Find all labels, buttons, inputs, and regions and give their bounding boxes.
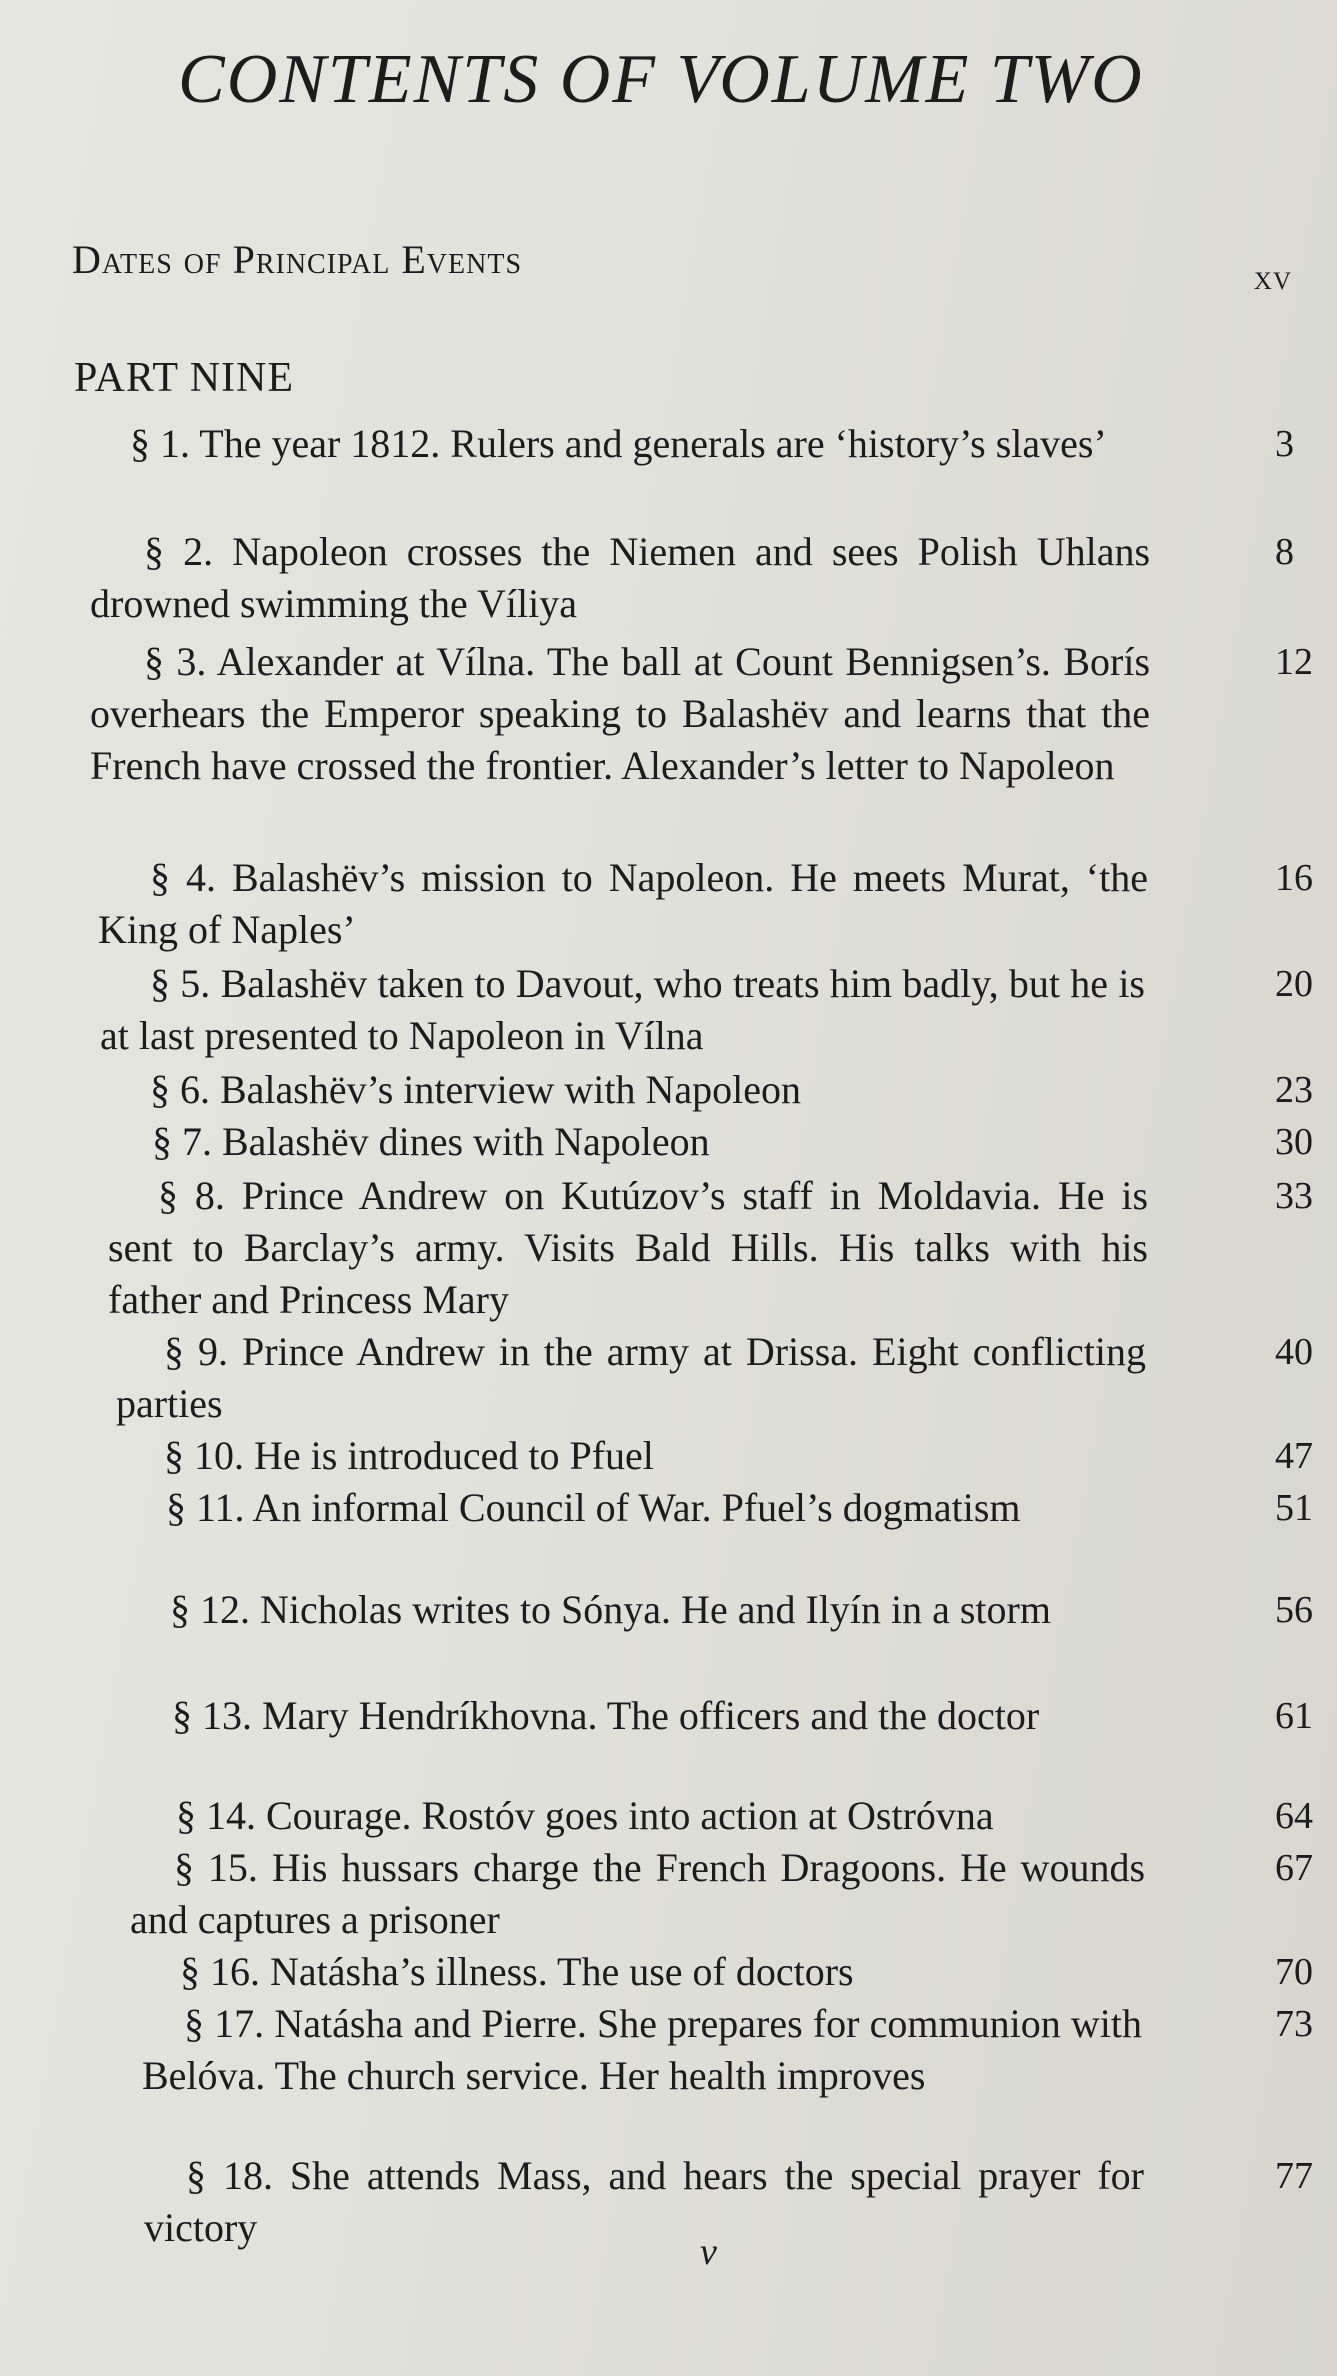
- page-number: 51: [1275, 1487, 1313, 1529]
- section-mark: § 1.: [130, 421, 190, 466]
- contents-entry: [164, 1430, 1313, 1482]
- contents-entry: [144, 2150, 1313, 2254]
- section-text: Courage. Rostóv goes into action at Ostróvna: [266, 1793, 994, 1838]
- part-heading: PART NINE: [74, 355, 295, 401]
- section-mark: § 4.: [150, 855, 216, 900]
- section-mark: § 11.: [166, 1485, 245, 1530]
- section-mark: § 7.: [152, 1119, 212, 1164]
- section-mark: § 17.: [184, 2001, 265, 2046]
- contents-entry: [142, 1998, 1313, 2102]
- page-number: 56: [1275, 1589, 1313, 1631]
- section-text: She attends Mass, and hears the special prayer for victory: [144, 2153, 1144, 2250]
- section-text: Mary Hendríkhovna. The officers and the doctor: [262, 1693, 1040, 1738]
- page-number: 77: [1275, 2155, 1313, 2197]
- contents-entry: [124, 1584, 1313, 1636]
- contents-entry: [180, 1946, 1313, 1998]
- section-text: Napoleon crosses the Niemen and sees Polish Uhlans drowned swimming the Víliya: [90, 529, 1151, 626]
- contents-entry: [90, 526, 1294, 630]
- section-text: He is introduced to Pfuel: [254, 1433, 654, 1478]
- section-mark: § 10.: [164, 1433, 244, 1478]
- page-number: 67: [1275, 1847, 1313, 1889]
- section-text: An informal Council of War. Pfuel’s dogmatism: [252, 1485, 1021, 1530]
- section-mark: § 13.: [172, 1693, 252, 1738]
- page-number: 70: [1275, 1951, 1313, 1993]
- page-number: 3: [1275, 423, 1294, 465]
- contents-entry: [98, 852, 1313, 956]
- contents-entry: [74, 418, 1294, 470]
- section-text: Balashëv dines with Napoleon: [222, 1119, 710, 1164]
- page-number: 73: [1275, 2003, 1313, 2045]
- page-number: 8: [1275, 531, 1294, 573]
- page-number: 33: [1275, 1175, 1313, 1217]
- section-text: His hussars charge the French Dragoons. He wounds and captures a prisoner: [130, 1845, 1146, 1942]
- page-number: 47: [1275, 1435, 1313, 1477]
- page-number: 30: [1275, 1121, 1313, 1163]
- section-mark: § 12.: [170, 1587, 250, 1632]
- section-mark: § 9.: [164, 1329, 228, 1374]
- page-number: 40: [1275, 1331, 1313, 1373]
- contents-entry: [126, 1690, 1313, 1742]
- section-text: Natásha and Pierre. She prepares for communion with Belóva. The church service. Her health improves: [142, 2001, 1143, 2098]
- section-mark: § 6.: [150, 1067, 210, 1112]
- page-number: 64: [1275, 1795, 1313, 1837]
- page-number: 61: [1275, 1695, 1313, 1737]
- section-text: Balashëv taken to Davout, who treats him badly, but he is at last presented to Napoleon in Vílna: [100, 961, 1145, 1058]
- section-mark: § 14.: [176, 1793, 256, 1838]
- contents-entry: [90, 636, 1313, 792]
- section-text: The year 1812. Rulers and generals are ‘history’s slaves’: [199, 421, 1107, 466]
- page-number: 20: [1275, 963, 1313, 1005]
- contents-entry: [116, 1326, 1313, 1430]
- section-mark: § 18.: [186, 2153, 273, 2198]
- section-text: Prince Andrew in the army at Drissa. Eight conflicting parties: [116, 1329, 1146, 1426]
- section-text: Natásha’s illness. The use of doctors: [270, 1949, 854, 1994]
- dates-label: Dates of Principal Events: [72, 237, 523, 282]
- section-text: Alexander at Vílna. The ball at Count Bennigsen’s. Borís overhears the Emperor speaking to Balashëv and learns that the French have crossed the frontier. Alexander’s letter to Napoleon: [90, 639, 1151, 788]
- section-mark: § 15.: [174, 1845, 258, 1890]
- section-mark: § 16.: [180, 1949, 260, 1994]
- section-text: Prince Andrew on Kutúzov’s staff in Moldavia. He is sent to Barclay’s army. Visits Bald Hills. His talks with his father and Princess Mary: [108, 1173, 1149, 1322]
- contents-entry: [108, 1170, 1313, 1326]
- contents-entry: [120, 1482, 1313, 1534]
- contents-entry: [100, 958, 1313, 1062]
- section-text: Nicholas writes to Sónya. He and Ilyín in a storm: [260, 1587, 1051, 1632]
- page-number: 12: [1275, 641, 1313, 683]
- contents-entry: [150, 1064, 1313, 1116]
- section-mark: § 2.: [144, 529, 214, 574]
- section-text: Balashëv’s mission to Napoleon. He meets Murat, ‘the King of Naples’: [98, 855, 1148, 952]
- page-title: CONTENTS OF VOLUME TWO: [178, 41, 1144, 118]
- page-folio: v: [700, 2231, 717, 2273]
- contents-entry: [152, 1116, 1313, 1168]
- page-number: 16: [1275, 857, 1313, 899]
- contents-entry: [130, 1842, 1313, 1946]
- section-text: Balashëv’s interview with Napoleon: [220, 1067, 801, 1112]
- section-mark: § 5.: [150, 961, 211, 1006]
- section-mark: § 8.: [158, 1173, 225, 1218]
- dates-row: [72, 236, 1292, 297]
- section-mark: § 3.: [144, 639, 207, 684]
- contents-entry: [176, 1790, 1313, 1842]
- page-number: 23: [1275, 1069, 1313, 1111]
- dates-page-number: xv: [1253, 257, 1292, 297]
